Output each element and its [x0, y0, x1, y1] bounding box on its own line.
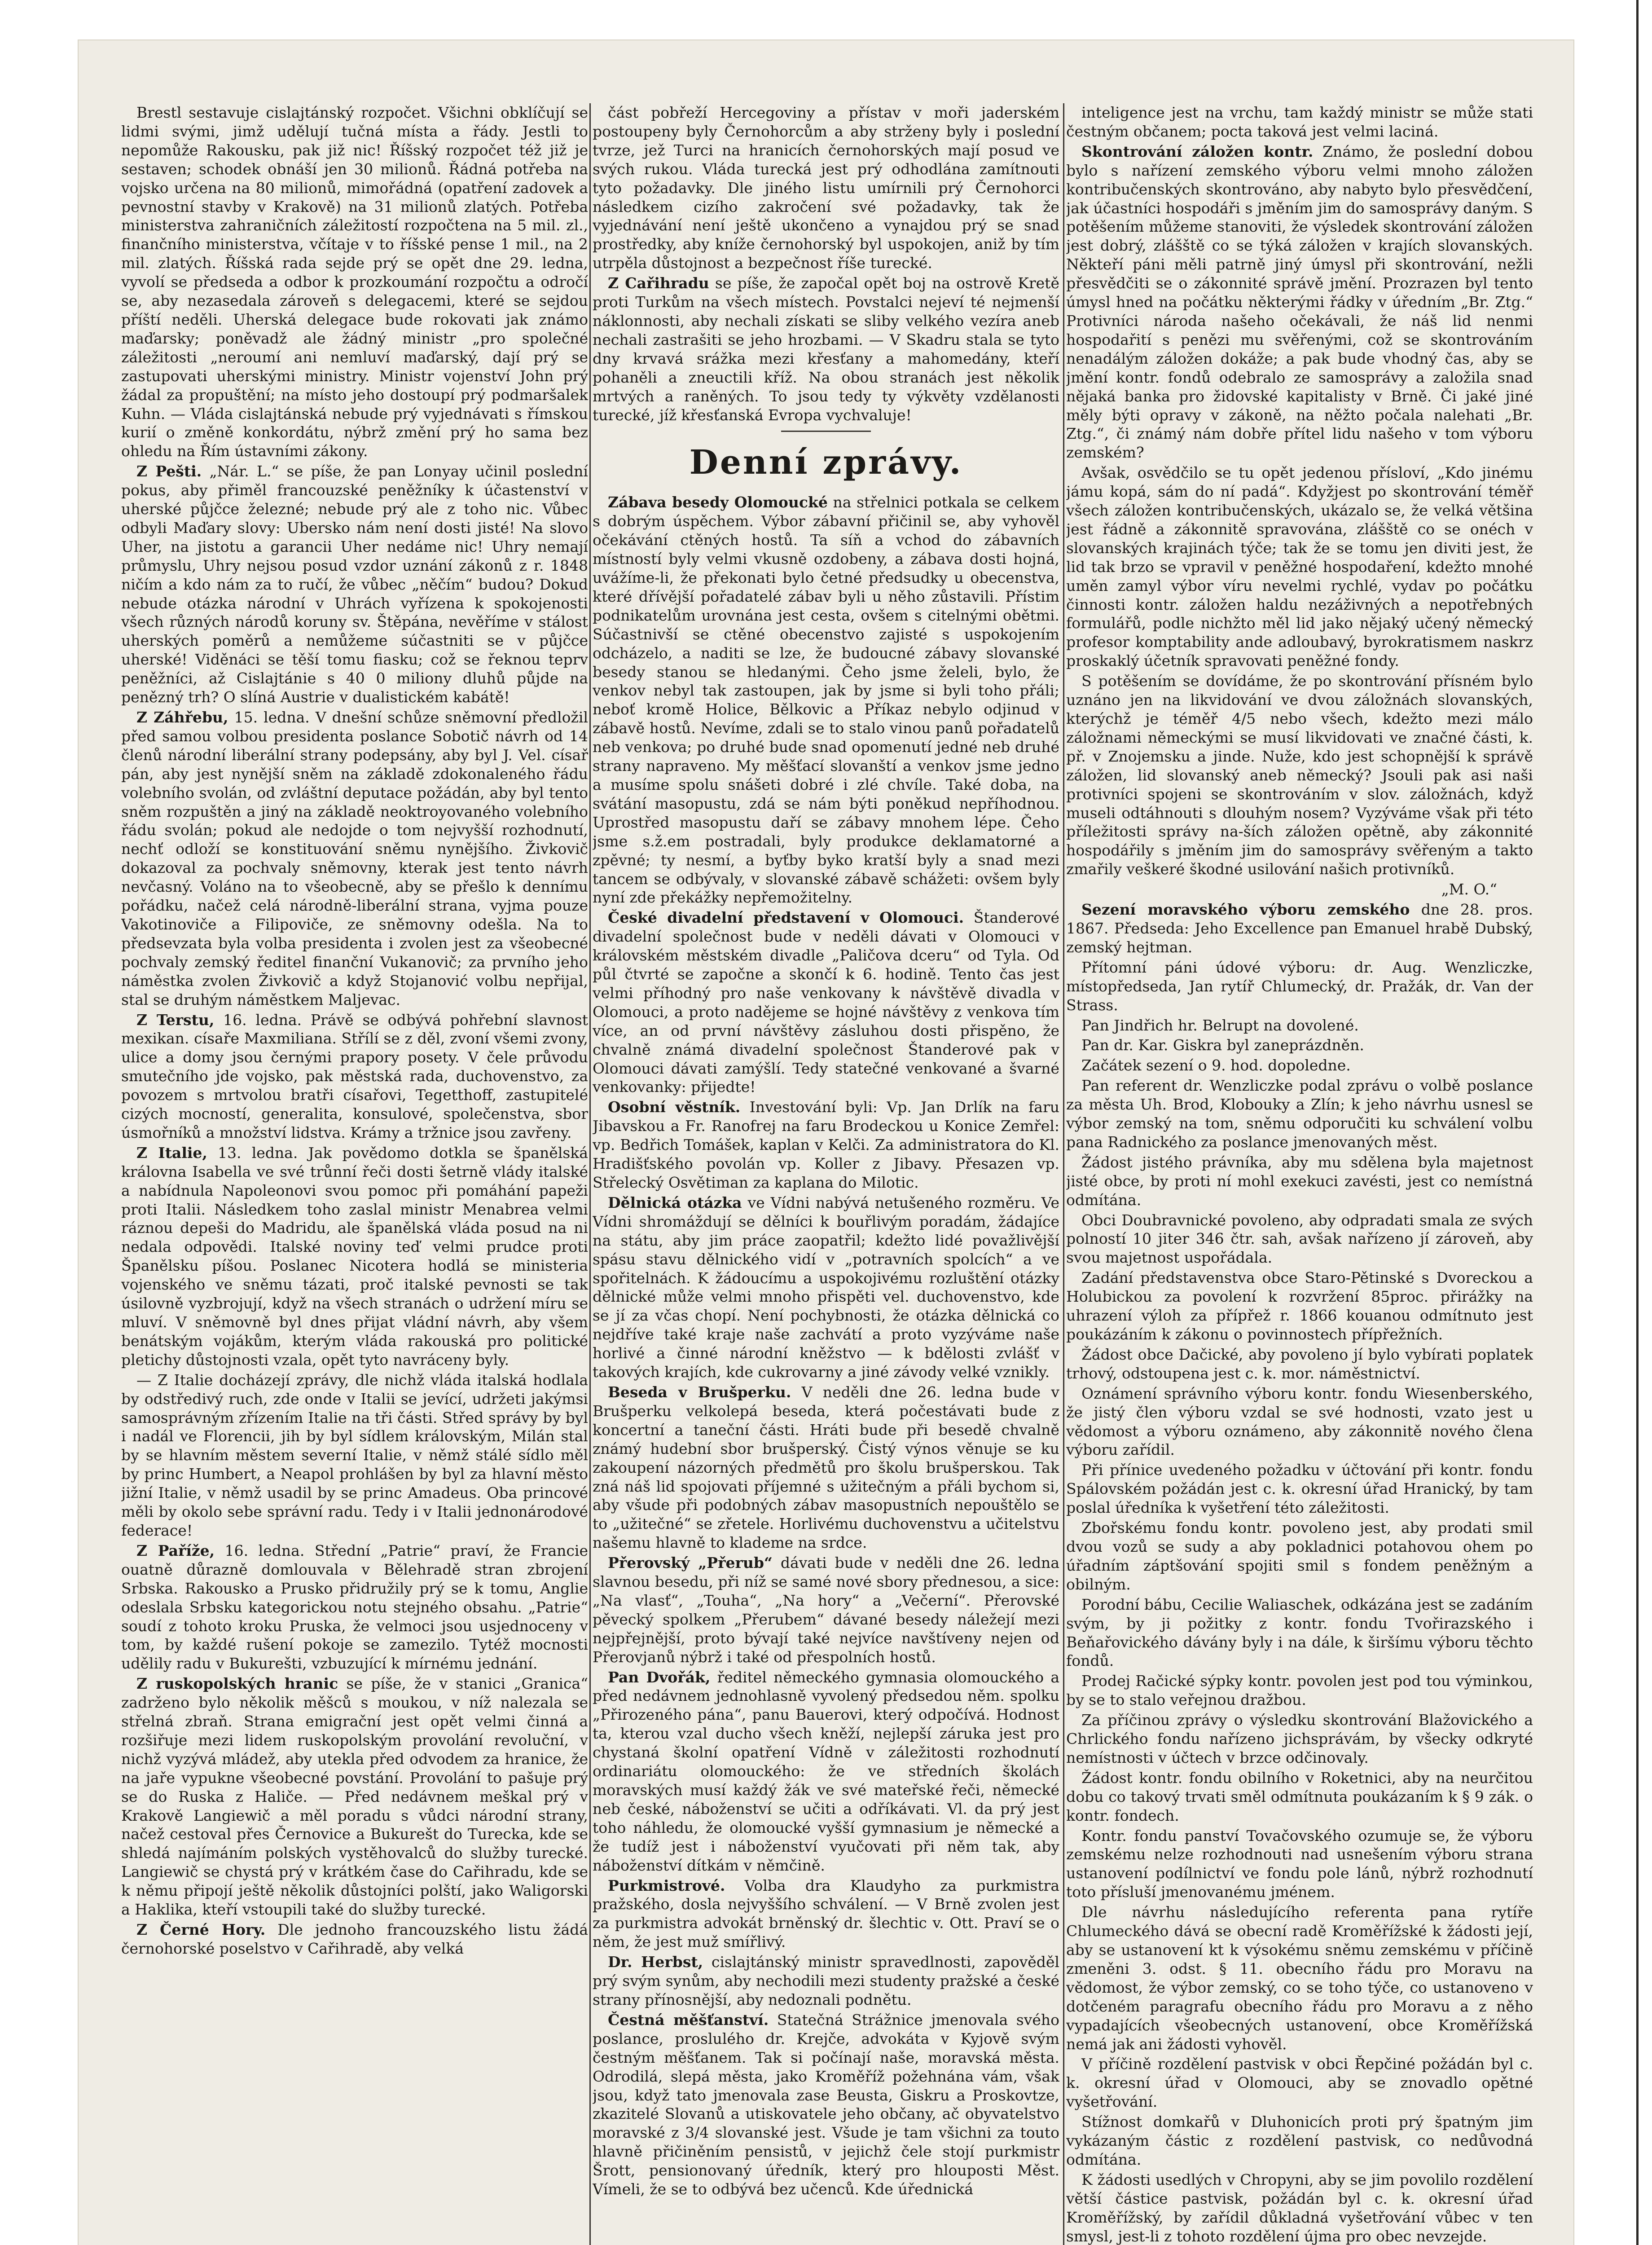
article-paragraph [121, 1144, 588, 1369]
article-text: Dle jednoho francouzského listu žádá černohorské poselstvo v Cařihradě, aby velká [121, 1921, 588, 1957]
article-paragraph [121, 1920, 588, 1958]
article-text: S potěšením se dovídáme, že po skontrování přísném bylo uznáno jen na likvidování ve dvou záložnách slovanských, kterýchž je téměř 4/5 nebo všech, kdežto mezi málo záložnami německými se musí likvidovati ve značné části, k. př. v Znojemsku a jinde. Nuže, kdo jest schopnější k správě záložen, lid slovanský aneb německý? Jsouli pak asi naši protivníci spojeni se skontrováním v slov. záložnách, když museli odtáhnouti s dlouhým nosem? Vyzýváme však při této příležitosti správy na-ších záložen opětně, aby zákonnité hospodářily s jměním jim do samosprávy svěřeným a takto zmařily veškeré škodné usilování našich protivníků. [1066, 672, 1533, 878]
article-paragraph [1066, 2055, 1533, 2111]
article-text: inteligence jest na vrchu, tam každý ministr se může stati čestným občanem; pocta taková jest velmi laciná. [1066, 104, 1533, 140]
article-paragraph [593, 2011, 1059, 2199]
article-paragraph [1066, 1016, 1533, 1035]
article-text: cislajtánský ministr spravedlnosti, zapověděl prý svým synům, aby nechodili mezi studenty pražské a české strany přínosnější, aby nedoznali podnětu. [593, 1953, 1059, 2008]
column-divider [589, 103, 591, 2245]
column-2 [593, 103, 1059, 2245]
article-text: Volba dra Klaudyho za purkmistra pražského, dosla nejvyššího schválení. — V Brně zvolen jest za purkmistra advokát brněnský dr. šlechtic v. Ott. Praví se o něm, že jest muž smířlivý. [593, 1876, 1059, 1951]
article-paragraph [1066, 1461, 1533, 1517]
article-heading: Purkmistrové. [608, 1876, 725, 1894]
article-paragraph [1066, 958, 1533, 1015]
article-paragraph [593, 274, 1059, 424]
column-1 [121, 103, 588, 2245]
article-text: — Z Italie docházejí zprávy, dle nichž vláda italská hodlala by odstředivý ruch, zde onde v Italii se jevící, udržeti jakýmsi samosprávným zřízením Italie na tři části. Střed správy by byl i nadál ve Florencii, jih by byl sídlem královským, Milán stal by se hlavním městem severní Italie, v němž stálé sídlo měl by princ Humbert, a Neapol prohlášen by byl za hlavní město jižní Italie, v němž usadil by se princ Amadeus. Oba princové měli by okolo sebe správní radu. Tedy i v Italii jednonárodové federace! [121, 1371, 588, 1539]
article-heading: Zábava besedy Olomoucké [608, 493, 828, 511]
article-paragraph [121, 708, 588, 1009]
article-heading: Čestná měšťanství. [608, 2011, 769, 2029]
article-text: K žádosti usedlých v Chropyni, aby se jim povolilo rozdělení větší částice pastvisk, požádán byl c. k. okresní úřad Kroměřížský, by zařídil důkladná vyšetřování vůbec v ten smysl, jest-li z tohoto rozdělení újma pro obec nevzejde. [1066, 2170, 1533, 2245]
article-heading: Pan Dvořák, [608, 1668, 711, 1686]
article-heading: Dělnická otázka [608, 1193, 742, 1211]
article-heading: Osobní věstník. [608, 1098, 741, 1116]
article-paragraph [1066, 880, 1533, 899]
article-text: Žádost jistého právníka, aby mu sdělena byla majetnost jisté obce, by proti ní mohl exekuci zavésti, jest co nemístná odmítána. [1066, 1153, 1533, 1209]
article-heading: Skontrování záložen kontr. [1081, 142, 1314, 160]
article-text: Pan dr. Kar. Giskra byl zaneprázdněn. [1081, 1036, 1364, 1054]
section-title: Denní zprávy. [689, 443, 963, 482]
article-text: Prodej Račické sýpky kontr. povolen jest pod tou výminkou, by se to stalo veřejnou dražbou. [1066, 1672, 1533, 1709]
article-text: Brestl sestavuje cislajtánský rozpočet. Všichni obklíčují se lidmi svými, jimž udělují tučná místa a řády. Jestli to nepomůže Rakousku, pak již nic! Říšský rozpočet též již je sestaven; schodek obnáší jen 30 milionů. Řádná potřeba na vojsko určena na 80 milionů, mimořádná (opatření zadovek a pevnostní stavby v Krakově) na 31 milionů zlatých. Potřeba ministerstva zahraničních záležitostí rozpočtena na 5 mil. zl., finančního ministerstva, včítaje v to říšské pense 1 mil., na 2 mil. zlatých. Říšská rada sejde prý se opět dne 29. ledna, vyvolí se předseda a odbor k prozkoumání rozpočtu a odročí se, aby nezasedala zároveň s delegacemi, které se sejdou příští neděli. Uherská delegace bude rokovati jak známo maďarsky; poněvadž ale žádný ministr „pro společné záležitosti „neroumí ani nemluví maďarský, dají prý se zastupovati uherskými ministry. Ministr vojenství John prý žádal za propuštění; na místo jeho dostoupí prý podmaršalek Kuhn. — Vláda cislajtánská nebude prý vyjednávati s římskou kurií o změně konkordátu, nýbrž změní prý ho sama bez ohledu na Řím ústavními zákony. [121, 104, 588, 460]
article-text: Při přínice uvedeného požadku v účtování při kontr. fondu Spálovském požádán jest c. k. okresní úřad Hranický, by tam poslal úředníka k vyšetření této záležitosti. [1066, 1461, 1533, 1517]
article-paragraph [1066, 1769, 1533, 1825]
article-heading: České divadelní představení v Olomouci. [608, 909, 964, 927]
article-paragraph [1066, 1056, 1533, 1075]
article-paragraph [1066, 463, 1533, 670]
article-paragraph [121, 1674, 588, 1919]
article-paragraph [121, 1371, 588, 1540]
article-text: se píše, že v stanici „Granica“ zadrženo bylo několik měšců s moukou, v níž nalezala se střelná zbraň. Strana emigrační jest opět velmi činná a rozšiřuje mezi lidem ruskopolským provolání revoluční, v nichž vyzývá mládež, aby utekla před odvodem za hranice, že na jaře vypukne všeobecné povstání. Provolání to pašuje prý se do Ruska z Haliče. — Před nedávnem meškal prý v Krakově Langiewič a měl poradu s vůdci národní strany, načež cestoval přes Černovice a Bukurešt do Turecka, kde se shledá najímáním polských vystěhovalců do služby turecké. Langiewič se chystá prý v krátkém čase do Cařihradu, kde se k němu připojí ještě několik důstojníci polští, jako Waligorski a Haklika, kteří vstoupili také do služby turecké. [121, 1675, 588, 1919]
article-paragraph [593, 908, 1059, 1096]
article-paragraph [1066, 1036, 1533, 1055]
page-edge-rule [1636, 0, 1639, 2245]
article-paragraph [1066, 1711, 1533, 1767]
article-text: Žádost kontr. fondu obilního v Roketnici, aby na neurčitou dobu co takový trvati směl odmítnuta poukázaním k § 9 zák. o kontr. fondech. [1066, 1769, 1533, 1824]
article-text: Porodní bábu, Cecilie Waliaschek, odkázána jest se zadáním svým, by ji požitky z kontr. fondu Tvořirazského i Beňařovického dávány byly i na dále, k širšímu výboru těchto fondů. [1066, 1595, 1533, 1670]
article-text: „M. O.“ [1441, 880, 1497, 898]
article-paragraph [1066, 1268, 1533, 1344]
article-paragraph [121, 103, 588, 461]
article-text: Stížnost domkařů v Dluhonicích proti prý špatným jim vykázaným částic z rozdělení pastvisk, co nedůvodná odmítána. [1066, 2113, 1533, 2168]
article-heading: Z Pešti. [136, 462, 202, 480]
article-paragraph [1066, 103, 1533, 141]
article-paragraph [1066, 2170, 1533, 2245]
article-paragraph [593, 493, 1059, 907]
article-text: Za příčinou zprávy o výsledku skontrování Blažovického a Chrlického fondu nařízeno jichsprávám, by všecky odkryté nemístnosti v účtech v brzce odčinovaly. [1066, 1711, 1533, 1766]
article-text: na střelnici potkala se celkem s dobrým úspěchem. Výbor zábavní přičinil se, aby vyhověl očekávání ctěných hostů. Ta síň a vchod do zábavních místností byly velmi vkusně ozdobeny, a zábava dosti hojná, uvážíme-li, že překonati bylo četné předsudky u obecenstva, které dřívější pořadatelé zábav byli u něho zůstavili. Přístim podnikatelům urovnána jest cesta, ovšem s citelnými obětmi. Súčastnivší se ctěné obecenstvo zajisté s uspokojením odcházelo, a naditi se lze, že budoucné zábavy slovanské besedy stanou se hledanými. Čeho jsme želeli, bylo, že venkov nebyl tak zastoupen, jak by jsme si byli toho přáli; neboť kromě Holice, Bělkovic a Příkaz nebylo odjinud v zábavě hostů. Nevíme, zdali se to stalo vinou panů pořadatelů neb venkova; po druhé bude snad opomenutí jedné neb druhé strany napraveno. My měšťací slovanští a venkov jsme jedno a musíme spolu snášeti dobré i zlé chvíle. Také doba, na svátání masopustu, zdá se nám býti poněkud nepříhodnou. Uprostřed masopustu daří se zábavy mnohem lépe. Čeho jsme s.ž.em postradali, byly produkce deklamatorné a zpěvné; ty nesmí, a byťby byko kratší byly a snad mezi tancem se odbývaly, v slovanské zábavě schážeti: ovšem byly nyní zde překážky nepřemožitelny. [593, 493, 1059, 907]
article-text: dne 28. pros. 1867. Předseda: Jeho Excellence pan Emanuel hrabě Dubský, zemský hejtman. [1066, 901, 1533, 956]
article-paragraph [1066, 1903, 1533, 2053]
article-heading: Z Černé Hory. [136, 1921, 266, 1938]
article-text: Známo, že poslední dobou bylo s nařízení zemského výboru velmi mnoho záložen kontribučenských skontrováno, aby nabyto bylo přesvědčení, jak účastníci hospodáři s jměním jim do samosprávy daným. S potěšením můžeme stanoviti, že výsledek skontrování záložen jest dobrý, zlášště co se týká záložen v krajích slovanských. Někteří páni měli patrně jiný úmysl při skontrování, nežli přesvědčiti se o zákonnité správě jmění. Prozrazen byl tento úmysl hned na počátku některými řádky v úředním „Br. Ztg.“ Protivníci národa našeho očekávali, že náš lid nenmi hospodařití s penězi mu svěřenými, což se skontrováním nenadálým záložen dokáže; a pak bude vhodný čas, aby se jmění kontr. fondů odebralo ze samosprávy a založila snad nějaká banka pro židovské kapitalisty v Brně. Či jaké jiné měly býti opravy v zákoně, na něžto počala nalehati „Br. Ztg.“, či známý nám dobře přítel lidu našeho v tom výboru zemském? [1066, 142, 1533, 462]
article-paragraph [1066, 1153, 1533, 1210]
article-text: Dle návrhu následujícího referenta pana rytíře Chlumeckého dává se obecní radě Kroměřížské k žádosti její, aby se ustanovení kt k výsokému sněmu zemskému v příčině zmeněni 3. odst. § 11. obecního řádu pro Moravu na vědomost, že výbor zemský, co se toho týče, co ustanoveno v dotčeném paragrafu obecního řádu pro Moravu a z něho vypadajících všeobecných ustanovení, obce Kroměřížská nemá jak ani žádosti vyhověl. [1066, 1903, 1533, 2053]
article-paragraph [593, 1668, 1059, 1875]
column-divider [1063, 103, 1064, 2245]
article-text: Kontr. fondu panství Tovačovského ozumuje se, že výboru zemskému nelze rozhodnouti nad usnešením výboru strana ustanovení podílnictví ve fondu pole lánů, nýbrž rozhodnutí toto přísluší jmenovanému jménem. [1066, 1827, 1533, 1901]
section-divider [781, 431, 871, 432]
article-text: Oznámení správního výboru kontr. fondu Wiesenberského, že jistý člen výboru vzdal se své hodnosti, vzato jest u vědomost a výboru oznámeno, aby zákonnitě nového člena výboru zařídil. [1066, 1384, 1533, 1459]
article-text: Statečná Strážnice jmenovala svého poslance, proslulého dr. Krejče, advokáta v Kyjově svým čestným měšťanem. Tak si počínají naše, moravská města. Odrodilá, slepá města, jako Kroměříž požehnána vám, však jsou, když tato jmenovala zase Beusta, Giskru a Proskovtze, zkazitelé Slovanů a utiskovatele jeho občany, ač obyvatelstvo moravské z 3/4 slovanské jest. Všude je tam všichni za touto hlavně přičiněním pensistů, v jejichž čele stojí purkmistr Šrott, pensionovaný úředník, který pro hlouposti Měst. Vímeli, že se to odbývá bez učenců. Kde úřednická [593, 2011, 1059, 2198]
article-heading: Z Paříže, [136, 1541, 215, 1559]
article-paragraph [1066, 900, 1533, 957]
article-text: ředitel německého gymnasia olomouckého a před nedávnem jednohlasně vyvolený předsedou něm. spolku „Přirozeného pána“, panu Bauerovi, který odpočívá. Hodnost ta, kterou vzal ducho všech kněží, nejlepší záruka jest pro chystaná školní opatření Vídně v záležitosti rozhodnutí ordinariátu olomouckého: že ve středních školách moravských musí každý žák ve své mateřské řeči, německé neb české, náboženství se učiti a odříkávati. Vl. da prý jest toho náhledu, že olomoucké vyšší gymnasium je německé a že tudíž jest i náboženství vyučovati při něm tak, aby náboženství dítkám v němčině. [593, 1668, 1059, 1874]
article-text: „Nár. L.“ se píše, že pan Lonyay učinil poslední pokus, aby přiměl francouzské peněžníky k účastenství v uherské půjčce železné; nebude prý ale z toho nic. Vůbec odbyli Maďary slovy: Ubersko nám není dosti jisté! Na slovo Uher, na jistotu a garancii Uher nedáme nic! Uhry nemají průmyslu, Uhry nejsou posud vzdor uznání zákonů z r. 1848 ničím a kdo nám za to ručí, že vůbec „něčím“ budou? Dokud nebude otázka národní v Uhrách vyřízena k spokojenosti všech různých národů koruny sv. Štěpána, nevěříme v stálost uherských poměrů a nemůžeme súčastniti se v půjčce uherské! Viděnáci se těší tomu fiasku; což se řeknou teprv peněžníci, až Cislajtánie s 40 0 miliony dluhů půjde na penězný trh? O slíná Austrie v dualistickém kabátě! [121, 462, 588, 706]
daily-news-articles [593, 493, 1059, 2199]
article-text: Pan Jindřich hr. Belrupt na dovolené. [1081, 1016, 1359, 1034]
article-heading: Z Záhřebu, [136, 709, 228, 726]
article-text: Štanderové divadelní společnost bude v neděli dávati v Olomouci v královském městském divadle „Paličova dceru“ od Tyla. Od půl čtvrté se započne a skončí k 6. hodině. Tento čas jest velmi příhodný pro naše venkovany k návštěvě divadla v Olomouci, a proto nadějeme se hojné návštěvy z venkova tím více, an od první návštěvy zásluhou dosti přispěno, že chvalně známá divadelní společnost Štanderové pak v Olomouci dávati zamýšlí. Tedy statečné venkované a švarné venkovanky: přijedte! [593, 909, 1059, 1096]
article-paragraph [1066, 672, 1533, 879]
newspaper-page [79, 40, 1573, 2245]
article-text: 15. ledna. V dnešní schůze sněmovní předložil před samou volbou presidenta poslance Sobotič návrh od 14 členů národní liberální strany podepsány, aby byl J. Vel. císař pán, aby jest nynější sněm na základě zdokonaleného řádu volebního svolán, od zvláštní deputace požádán, aby byl tento sněm rozpuštěn a jiný na základě neoktroyovaného volebního řádu svolán; pokud ale nedojde o tom nejvyšší rozhodnutí, nechť odloží se konstituování sněmu nynějšího. Živkovič dokazoval za pochvaly sněmovny, kterak jest tento návrh nevčasný. Voláno na to všeobecně, aby se přešlo k dennímu pořádku, načež celá národně-liberální strana, vyjma pouze Vakotinoviče a Filipoviče, ze sněmovny odešla. Na to předsevzata byla volba presidenta i zvolen jest za všeobecné pochvaly zemský ředitel finanční Vukanovič; za prvního jeho náměstka zvolen Živkovič a když Stojanović volbu nepřijal, stal se druhým náměstkem Maljevac. [121, 709, 588, 1008]
article-heading: Beseda v Brušperku. [608, 1383, 791, 1401]
article-paragraph [121, 1011, 588, 1142]
article-paragraph [1066, 1211, 1533, 1268]
column-3 [1066, 103, 1533, 2245]
article-paragraph [1066, 1384, 1533, 1460]
article-text: Přítomní páni údové výboru: dr. Aug. Wenzliczke, místopředseda, Jan rytíř Chlumecký, dr. Pražák, dr. Van der Strass. [1066, 958, 1533, 1014]
article-paragraph [1066, 1672, 1533, 1709]
article-text: Avšak, osvědčilo se tu opět jedenou přísloví, „Kdo jinému jámu kopá, sám do ní padá“. Kdyžjest po skontrování téměř všech záložen kontribučenských, ukázalo se, že velká většina jest řádně a zákonnitě spravována, zlášště co se onéch v slovanských krajinách týče; tak že se tomu jen diviti jest, že lid tak brzo se vpravil v peněžné hospodaření, kdežto mnohé uměn zamyl výbor víru nevelmi rychlé, vydav po počátku činnosti kontr. záložen haldu nezáživných a nepotřebných formulářů, podle nichžto měl lid jako nějaký učený německý profesor komptability ande adloubavý, byrokratismem naskrz proskaklý účetník spravovati peněžné fondy. [1066, 464, 1533, 670]
article-paragraph [1066, 2113, 1533, 2169]
article-text: 16. ledna. Právě se odbývá pohřební slavnost mexikan. císaře Maxmiliana. Střílí se z děl, zvoní všemi zvony, ulice a domy jsou černými prapory posety. V čele průvodu smutečního jde vojsko, pak městská rada, duchovenstvo, za povozem s mrtvolou bratři císařovi, Tegetthoff, zastupitelé cizých mocností, generalita, konsulové, společenstva, sbor úsmořníků a množství lidstva. Krámy a tržnice jsou zavřeny. [121, 1011, 588, 1141]
article-paragraph [1066, 1595, 1533, 1671]
column-2-top-articles [593, 103, 1059, 424]
article-heading: Sezení moravského výboru zemského [1081, 901, 1410, 919]
article-text: ve Vídni nabývá netušeného rozměru. Ve Vídni shromáždují se dělníci k bouřlivým poradám, žádajíce na státu, aby jim práce zaopatřil; kdežto lidé považlivější spásu stavu dělnického vidí v „potravních spolcích“ a ve spořitelnách. K žádoucímu a uspokojivému rozluštění otázky dělnické může velmi mnoho přispěti vel. duchovenstvo, kde se jí za včas chopí. Není pochybnosti, že otázka dělnická co nejdříve také kraje naše zachvátí a proto vyzýváme naše horlivé a činné národní kněžstvo — k bdělosti zvlášť v takových krajích, kde cukrovarny a jiné závody velké vznikly. [593, 1193, 1059, 1381]
article-paragraph [1066, 142, 1533, 462]
article-text: část pobřeží Hercegoviny a přístav v moři jaderském postoupeny byly Černohorcům a aby strženy byly i poslední tvrze, jež Turci na hranicích černohorských mají posud ve svých rukou. Vláda turecká jest prý odhodlána zamítnouti tyto požadavky. Dle jiného listu umírnili prý Černohorci následkem cizího zakročení své požadavky, tak že vyjednávání není ještě ukončeno a vynajdou prý se snad prostředky, aby kníže černohorský byl uspokojen, aniž by tím utrpěla důstojnost a bezpečnost říše turecké. [593, 104, 1059, 272]
article-paragraph [593, 1554, 1059, 1666]
article-heading: Z ruskopolských hranic [136, 1675, 338, 1693]
article-paragraph [593, 1098, 1059, 1192]
article-paragraph [593, 1383, 1059, 1552]
article-heading: Z Italie, [136, 1144, 207, 1162]
article-text: V neděli dne 26. ledna bude v Brušperku velkolepá beseda, která počestávati bude z koncertní a taneční části. Hráti bude při besedě chvalně známý hudební sbor brušperský. Čistý výnos věnuje se ku zakoupení názorných předmětů pro školu brušperskou. Tak zná náš lid spojovati příjemné s užitečným a přáli bychom si, aby všude při podobných zábav masopustních nepouštělo se to „užitečné“ se zřetele. Horlivému duchovenstvu a učitelstvu našemu hlavně to klademe na srdce. [593, 1383, 1059, 1552]
article-text: Obci Doubravnické povoleno, aby odpradati smala ze svých polností 10 jiter 346 čtr. sah, avšak nařízeno jí zároveň, aby svou majetnost uspořádala. [1066, 1211, 1533, 1267]
article-text: se píše, že započal opět boj na ostrově Kretě proti Turkům na všech místech. Povstalci nejeví té nejmenší náklonnosti, aby nechali získati se sliby velkého vezíra aneb nechali zastrašiti se jeho hrozbami. — V Skadru stala se tyto dny krvavá srážka mezi křesťany a mahomedány, kteří pohaněli a zneuctili kříž. Na obou stranách jest několik mrtvých a raněných. To jsou tedy ty výkvěty vzdělanosti turecké, jíž křesťanská Evropa vychvaluje! [593, 274, 1059, 424]
article-text: 13. ledna. Jak povědomo dotkla se španělská královna Isabella ve své trůnní řeči dosti šetrně vlády italské a nabídnula Napoleonovi svou pomoc při pomáhání papeži proti Italii. Následkem toho zaslal ministr Menabrea velmi ráznou depeši do Madridu, ale španělská vláda posud na ni nedala odpovědi. Italské noviny teď velmi prudce proti Španělsku píšou. Poslanec Nicotera hodlá se ministeria vojenského ve sněmu tázati, proč italské pevnosti se tak úsilovně vyzbrojují, když na všech stranách o udržení míru se mluví. V sněmovně byl dnes přijat vládní návrh, aby všem benátským vojákům, kterým vláda rakouská pro politické pletichy důstojnosti vzala, opět tyto navráceny byly. [121, 1144, 588, 1369]
article-text: Pan referent dr. Wenzliczke podal zprávu o volbě poslance za města Uh. Brod, Klobouky a Zlín; k jeho návrhu usnesl se výbor zemský na tom, sněmu odporučiti ku schválení volbu pana Radnického za poslance jmenovaných měst. [1066, 1077, 1533, 1151]
article-text: Zadání představenstva obce Staro-Pětinské s Dvoreckou a Holubickou za povolení k rozvržení 85proc. přirážky na uhrazení výloh za přípřež r. 1866 kouanou odmítnuto jest poukázáním k zákonu o povinnostech přípřežních. [1066, 1269, 1533, 1343]
article-paragraph [121, 1541, 588, 1673]
article-text: V příčině rozdělení pastvisk v obci Řepčiné požádán byl c. k. okresní úřad v Olomouci, aby se znovadlo opětné vyšetřování. [1066, 2055, 1533, 2111]
article-paragraph [593, 103, 1059, 273]
article-text: Začátek sezení o 9. hod. dopoledne. [1081, 1056, 1351, 1074]
article-paragraph [593, 1953, 1059, 2009]
article-paragraph [1066, 1519, 1533, 1594]
article-text: Zbořskému fondu kontr. povoleno jest, aby prodati smil dvou vozů se sudy a aby pokladnici potahovou ohem po úřadním záptšování spojiti smil s fondem peněžným a obilným. [1066, 1519, 1533, 1593]
article-paragraph [1066, 1076, 1533, 1152]
article-heading: Přerovský „Přerub“ [608, 1554, 773, 1572]
article-paragraph [593, 1876, 1059, 1952]
article-paragraph [1066, 1345, 1533, 1383]
article-text: Žádost obce Dačické, aby povoleno jí bylo vybírati poplatek trhový, odstoupena jest c. k. mor. náměstnictví. [1066, 1345, 1533, 1382]
article-paragraph [1066, 1827, 1533, 1902]
article-text: 16. ledna. Střední „Patrie“ praví, že Francie ouatně důrazně domlouvala v Bělehradě stran zbrojení Srbska. Rakousko a Prusko přidružily prý se k tomu, Anglie odeslala Srbsku kategorickou notu stejného obsahu. „Patrie“ soudí z tohoto kroku Pruska, že velmoci jsou usjednoceny v tom, by každé rušení pokoje se zamezilo. Tytéž mocnosti udělily radu v Bukurešti, vzbuzující k mírnému jednání. [121, 1541, 588, 1673]
article-heading: Z Cařihradu [608, 274, 709, 292]
article-text: dávati bude v neděli dne 26. ledna slavnou besedu, při níž se samé nové sbory přednesou, a sice: „Na vlasť“, „Touha“, „Na hory“ a „Večerní“. Přerovské pěvecký spolkem „Přerubem“ dávané besedy náležejí mezi nejpřejnější, proto bývají také nejvíce navštíveny nejen od Přerovjanů nýbrž i také od přespolních hostů. [593, 1554, 1059, 1666]
article-paragraph [121, 462, 588, 707]
article-heading: Z Terstu, [136, 1011, 215, 1029]
article-heading: Dr. Herbst, [608, 1953, 703, 1971]
article-text: Investování byli: Vp. Jan Drlík na faru Jibavskou a Fr. Ranofrej na faru Brodeckou u Konice Zemřel: vp. Bedřich Tomášek, kaplan v Kelči. Za administratora do Kl. Hradišťského povolán vp. Koller z Jibavy. Přesazen vp. Střelecký Osvětiman za kaplana do Milotic. [593, 1098, 1059, 1191]
article-paragraph [593, 1193, 1059, 1382]
